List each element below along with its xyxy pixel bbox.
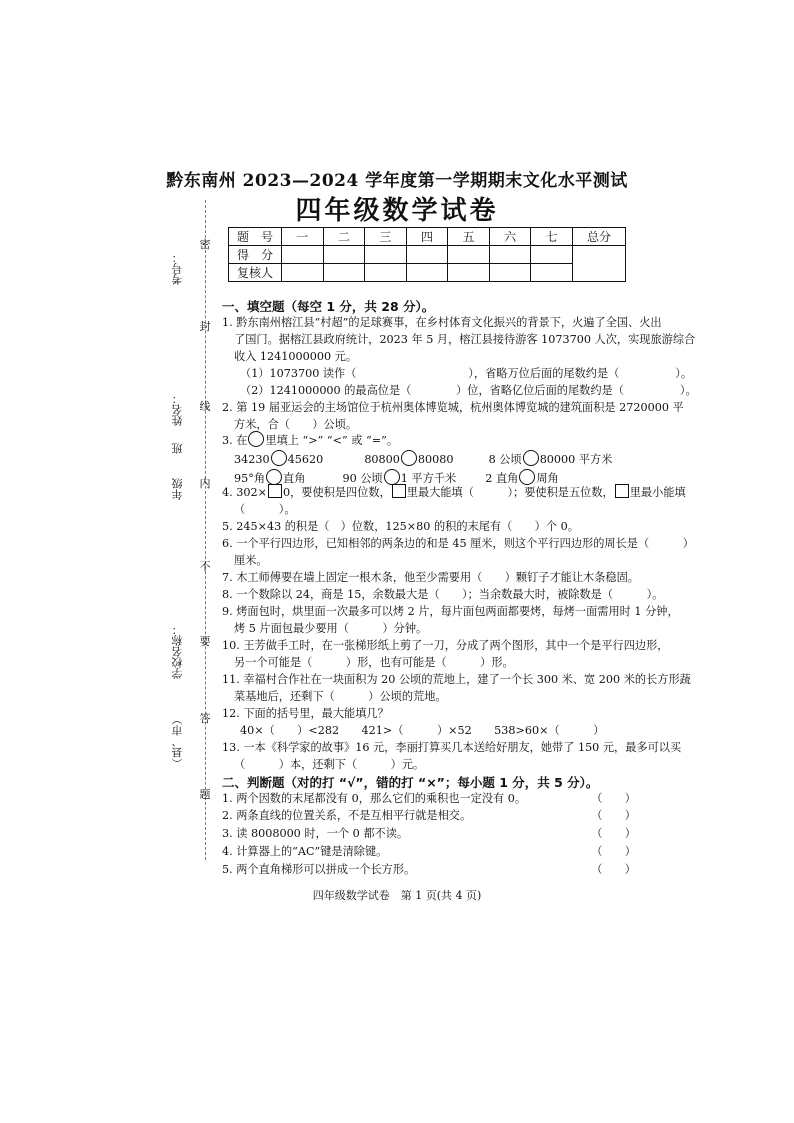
- answer-bracket[interactable]: （ ）: [591, 809, 636, 822]
- answer-circle[interactable]: [384, 469, 400, 485]
- seal-char: 线: [199, 400, 211, 413]
- score-row-label: 得 分: [229, 246, 282, 264]
- exam-title: 黔东南州 2023—2024 学年度第一学期期末文化水平测试: [166, 171, 628, 191]
- score-header-cell: 二: [323, 228, 365, 246]
- seal-char: 封: [199, 320, 211, 333]
- judge-item: 5. 两个直角梯形可以拼成一个长方形。 （ ）: [222, 863, 636, 876]
- reviewer-cell[interactable]: [448, 264, 490, 282]
- question-3: 3. 在 里填上 “>” “<” 或 “=”。 34230 45620 80800 80080 8 公顷 80000 平方米 95°角 直角 90 公顷 1 平方千米 2 直角 周角: [222, 431, 612, 487]
- score-header-cell: 总分: [573, 228, 626, 246]
- question-9: 9. 烤面包时，烘里面一次最多可以烤 2 片，每片面包两面都要烤，每烤一面需用时 1 分钟， 烤 5 片面包最少要用（ ）分钟。: [222, 605, 679, 635]
- answer-circle[interactable]: [523, 450, 539, 466]
- seal-char: 内: [199, 477, 211, 490]
- total-score-cell[interactable]: [573, 246, 626, 282]
- score-header-cell: 五: [448, 228, 490, 246]
- seal-char: 密: [199, 238, 211, 251]
- reviewer-cell[interactable]: [282, 264, 324, 282]
- seal-char: 答: [199, 712, 211, 725]
- seal-char: 要: [199, 635, 211, 648]
- question-11: 11. 幸福村合作社在一块面积为 20 公顷的荒地上，建了一个长 300 米、宽 200 米的长方形蔬 菜基地后，还剩下（ ）公顷的荒地。: [222, 673, 691, 703]
- seal-line: [205, 200, 206, 860]
- reviewer-cell[interactable]: [406, 264, 448, 282]
- score-header-cell: 六: [489, 228, 531, 246]
- answer-bracket[interactable]: （ ）: [591, 827, 636, 840]
- question-1: 1. 黔东南州榕江县“村超”的足球赛事，在乡村体育文化振兴的背景下，火遍了全国、火出 了国门。据榕江县政府统计，2023 年 5 月，榕江县接待游客 1073700 人次，实现旅游综合 收入 1241000000 元。 （1）1073700 读作（ ），省略万位后面的尾数约是（ ）。 （2）1241000000 的最高位是（ ）位，省略亿位后面的尾数约是（ ）。: [222, 316, 697, 397]
- score-table: [228, 227, 626, 282]
- answer-bracket[interactable]: （ ）: [591, 863, 636, 876]
- question-4: 4. 302× 0，要使积是四位数， 里最大能填（ ）；要使积是五位数， 里最小能填 （ ）。: [222, 486, 686, 516]
- score-cell[interactable]: [282, 246, 324, 264]
- county-label: （县、市）: [171, 714, 184, 769]
- reviewer-cell[interactable]: [365, 264, 407, 282]
- answer-circle[interactable]: [401, 450, 417, 466]
- judge-item: 2. 两条直线的位置关系，不是互相平行就是相交。 （ ）: [222, 809, 636, 822]
- judge-item: 3. 读 8008000 时，一个 0 都不读。 （ ）: [222, 827, 636, 840]
- score-cell[interactable]: [531, 246, 573, 264]
- score-cell[interactable]: [323, 246, 365, 264]
- question-8: 8. 一个数除以 24，商是 15，余数最大是（ ）；当余数最大时，被除数是（ ）。: [222, 588, 664, 601]
- reviewer-row-label: 复核人: [229, 264, 282, 282]
- score-header-cell: 一: [282, 228, 324, 246]
- score-cell[interactable]: [365, 246, 407, 264]
- seal-char: 不: [199, 560, 211, 573]
- score-cell[interactable]: [406, 246, 448, 264]
- question-12: 12. 下面的括号里，最大能填几？ 40×（ ）<282 421>（ ）×52 538>60×（ ）: [222, 707, 605, 737]
- reviewer-cell[interactable]: [489, 264, 531, 282]
- name-label: 姓名：: [171, 393, 184, 426]
- judge-item: 1. 两个因数的末尾都没有 0，那么它们的乘积也一定没有 0。 （ ）: [222, 792, 636, 805]
- grade-label: 年级: [171, 478, 184, 500]
- square-icon: [392, 484, 406, 498]
- judge-item: 4. 计算器上的“AC”键是清除键。 （ ）: [222, 845, 636, 858]
- answer-bracket[interactable]: （ ）: [591, 845, 636, 858]
- reviewer-cell[interactable]: [323, 264, 365, 282]
- reviewer-cell[interactable]: [531, 264, 573, 282]
- question-6: 6. 一个平行四边形，已知相邻的两条边的和是 45 厘米，则这个平行四边形的周长是（ ） 厘米。: [222, 537, 694, 567]
- answer-box[interactable]: [268, 484, 282, 498]
- compare-circle-icon: [248, 431, 264, 447]
- seal-char: 题: [199, 788, 211, 801]
- class-label: 班: [171, 443, 184, 454]
- score-header-cell: 题 号: [229, 228, 282, 246]
- question-7: 7. 木工师傅要在墙上固定一根木条，他至少需要用（ ）颗钉子才能让木条稳固。: [222, 571, 639, 584]
- question-13: 13. 一本《科学家的故事》16 元，李丽打算买几本送给好朋友，她带了 150 元，最多可以买 （ ）本，还剩下（ ）元。: [222, 741, 682, 771]
- question-2: 2. 第 19 届亚运会的主场馆位于杭州奥体博览城，杭州奥体博览城的建筑面积是 2720000 平 方米，合（ ）公顷。: [222, 401, 684, 431]
- exam-subtitle: 四年级数学试卷: [295, 196, 499, 226]
- exam-number-label: 考号：: [171, 252, 184, 285]
- page-footer: 四年级数学试卷 第 1 页(共 4 页): [312, 889, 482, 902]
- score-header-cell: 七: [531, 228, 573, 246]
- answer-bracket[interactable]: （ ）: [591, 792, 636, 805]
- section-1-title: 一、填空题（每空 1 分，共 28 分）。: [222, 299, 435, 314]
- question-10: 10. 王芳做手工时，在一张梯形纸上剪了一刀，分成了两个图形，其中一个是平行四边形， 另一个可能是（ ）形，也有可能是（ ）形。: [222, 639, 669, 669]
- answer-circle[interactable]: [519, 469, 535, 485]
- score-cell[interactable]: [489, 246, 531, 264]
- square-icon: [615, 484, 629, 498]
- question-5: 5. 245×43 的积是（ ）位数，125×80 的积的末尾有（ ）个 0。: [222, 520, 579, 533]
- answer-circle[interactable]: [266, 469, 282, 485]
- score-header-cell: 三: [365, 228, 407, 246]
- school-label: 学校名称：: [171, 624, 184, 679]
- score-cell[interactable]: [448, 246, 490, 264]
- section-2-title: 二、判断题（对的打 “√”，错的打 “×”；每小题 1 分，共 5 分）。: [222, 775, 599, 790]
- score-header-cell: 四: [406, 228, 448, 246]
- answer-circle[interactable]: [271, 450, 287, 466]
